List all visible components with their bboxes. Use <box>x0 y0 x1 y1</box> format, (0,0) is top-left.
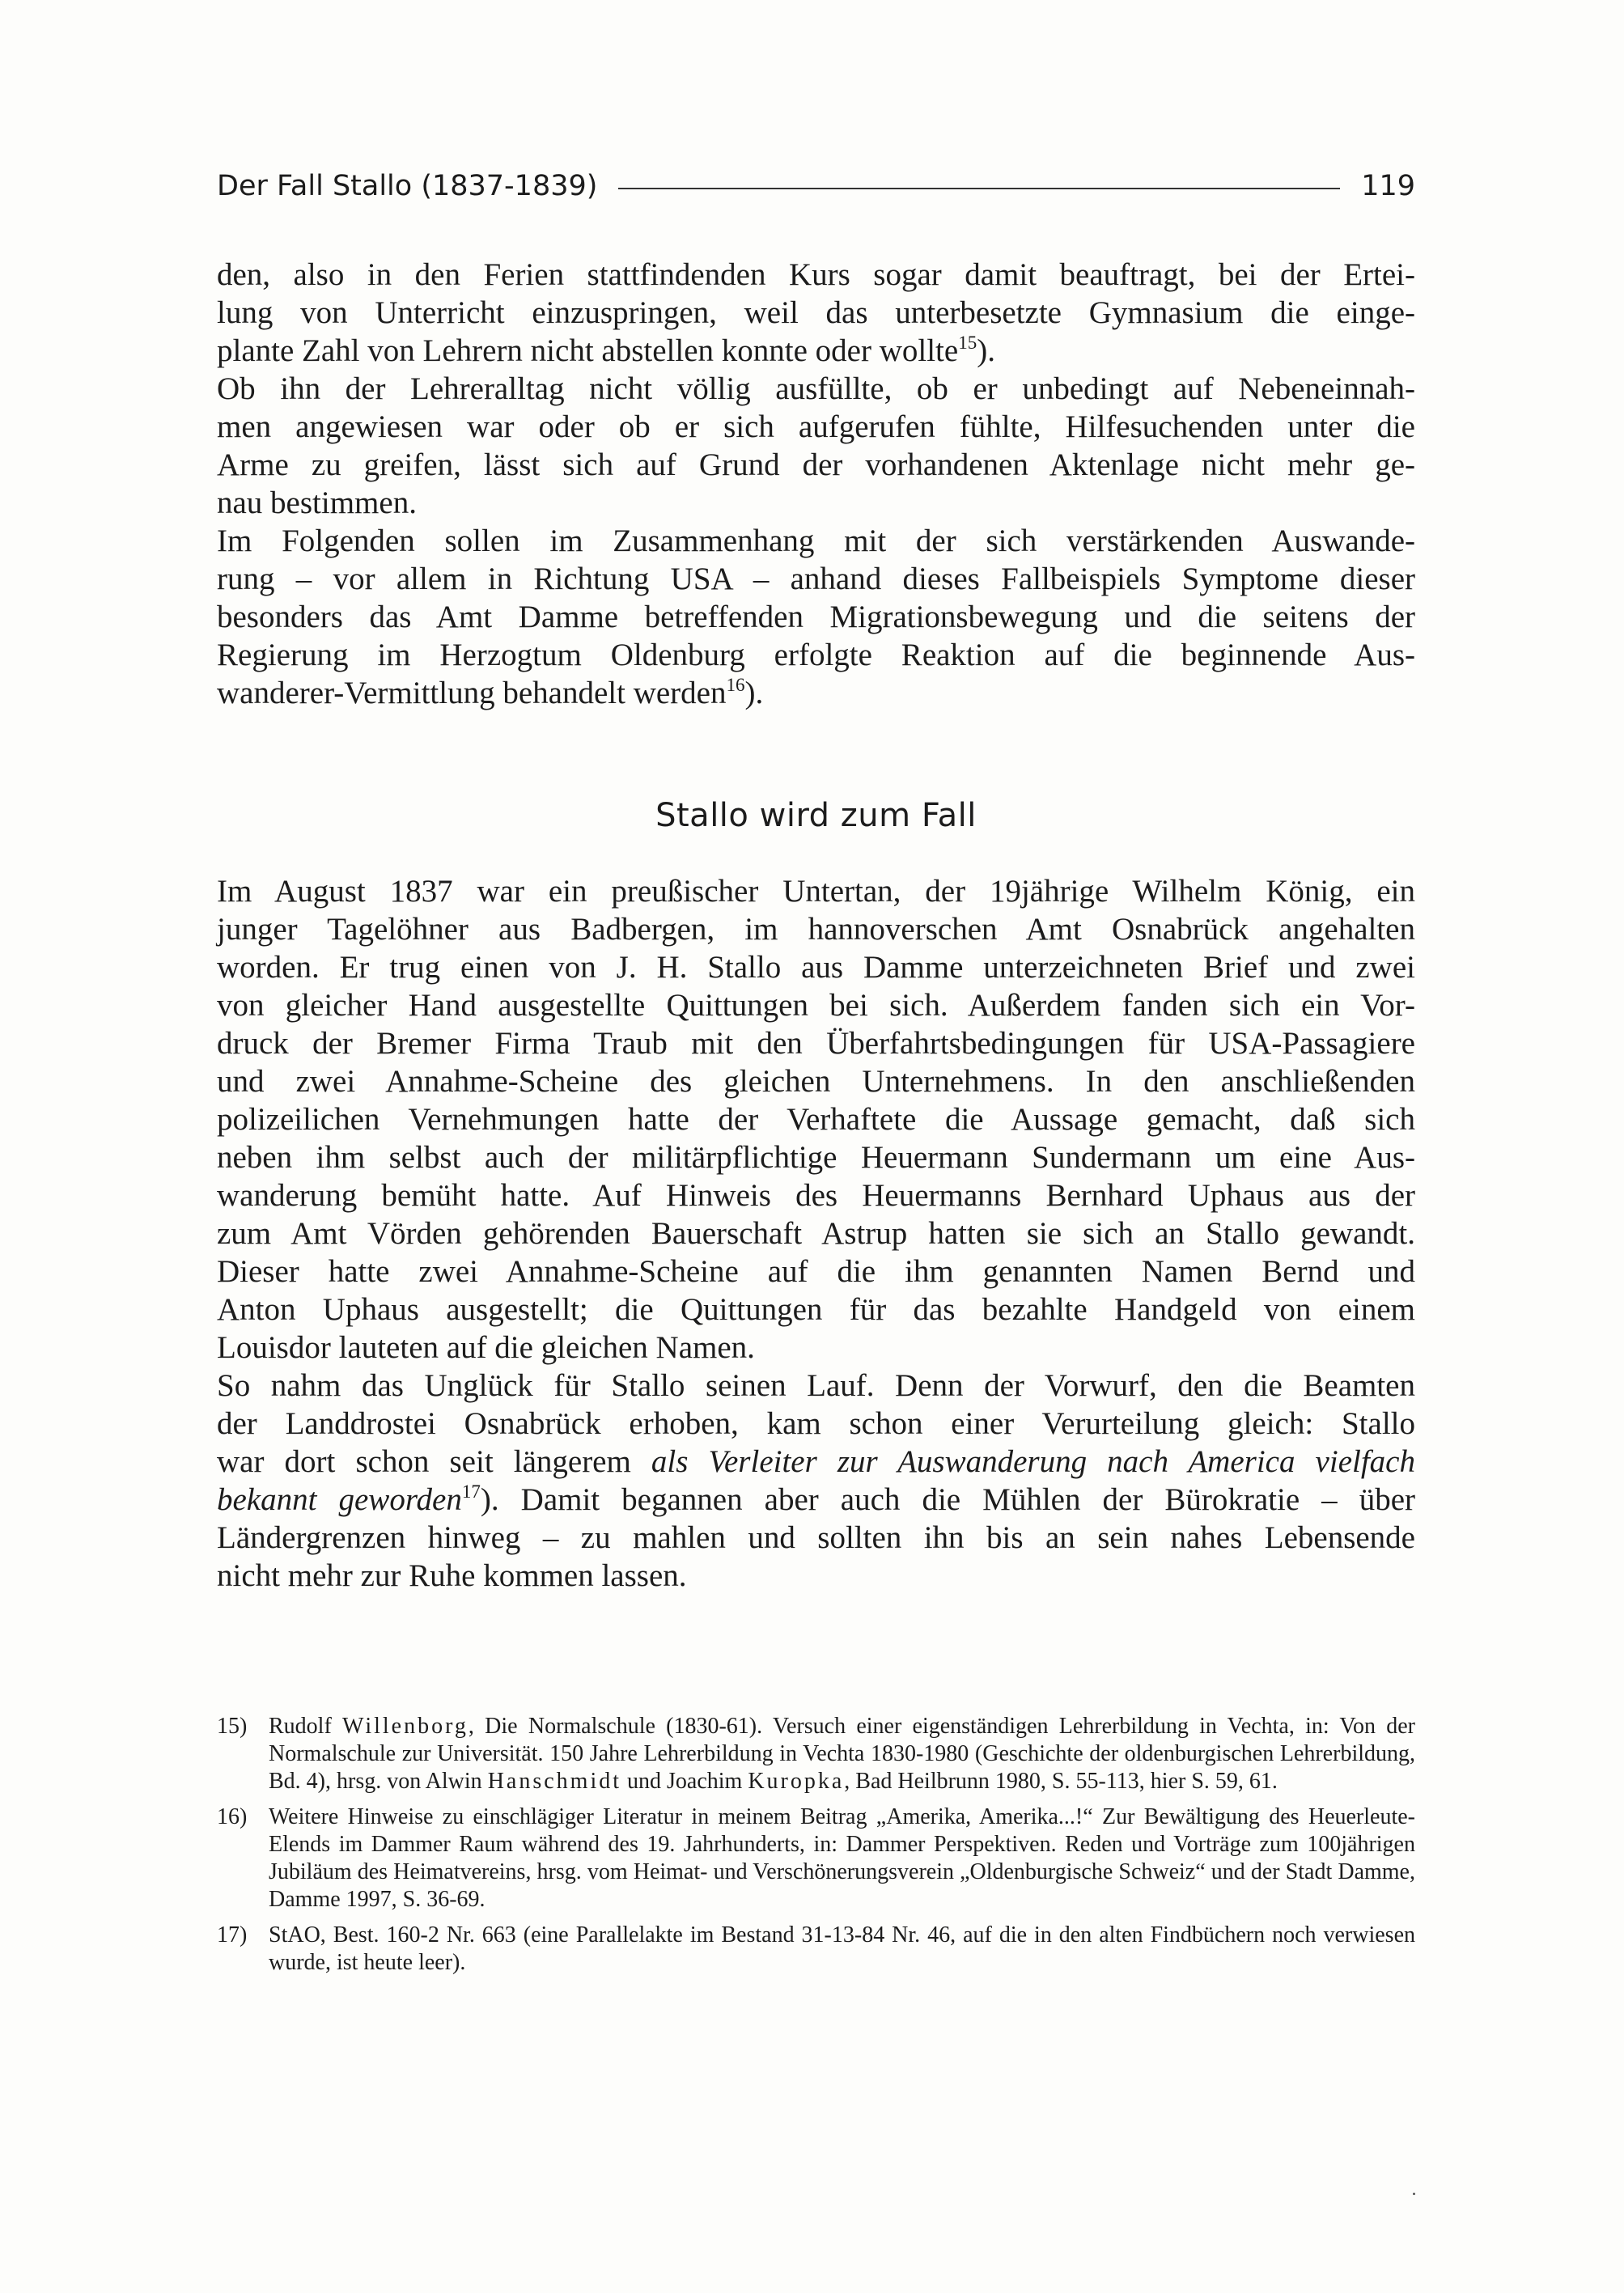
text-span: war dort schon seit längerem <box>217 1444 651 1479</box>
paragraph <box>217 522 1415 712</box>
text-line: lung von Unterricht einzuspringen, weil das unterbesetzte Gymnasium die einge- <box>217 295 1415 330</box>
text-line: Ob ihn der Lehreralltag nicht völlig ausfüllte, ob er unbedingt auf Nebeneinnah- <box>217 371 1415 406</box>
text-span: , Bad Heilbrunn 1980, S. 55-113, hier S. 59, 61. <box>844 1769 1278 1794</box>
page-number: 119 <box>1361 170 1415 202</box>
text-line <box>217 674 1415 712</box>
editor-name: Hanschmidt <box>487 1769 621 1794</box>
text-line: besonders das Amt Damme betreffenden Migrationsbewegung und die seitens der <box>217 600 1415 634</box>
text-line: wanderung bemüht hatte. Auf Hinweis des Heuermanns Bernhard Uphaus aus der <box>217 1178 1415 1213</box>
text-line: men angewiesen war oder ob er sich aufgerufen fühlte, Hilfesuchenden unter die <box>217 409 1415 444</box>
footnote-15 <box>217 1713 1415 1795</box>
quote-italic: als Verleiter zur Auswanderung nach America vielfach <box>651 1444 1415 1479</box>
text-line: von gleicher Hand ausgestellte Quittungen bei sich. Außerdem fanden sich ein Vor- <box>217 988 1415 1023</box>
section-heading: Stallo wird zum Fall <box>655 797 977 834</box>
text-span: wanderer-Vermittlung behandelt werden <box>217 676 727 710</box>
footnote-text: Weitere Hinweise zu einschlägiger Literatur in meinem Beitrag „Amerika, Amerika...!“ Zur Bewältigung des Heuerleute-Elends im Dammer Raum während des 19. Jahrhunderts, in: Dammer Perspektiven. Reden und Vorträge zum 100jährigen Jubiläum des Heimatvereins, hrsg. vom Heimat- und Verschönerungsverein „Oldenburgische Schweiz“ und der Stadt Damme, Damme 1997, S. 36-69. <box>269 1804 1415 1912</box>
text-line: junger Tagelöhner aus Badbergen, im hannoverschen Amt Osnabrück angehalten <box>217 912 1415 947</box>
editor-name: Kuropka <box>748 1769 845 1794</box>
intro-text <box>217 256 1415 712</box>
footnote-text <box>269 1713 1415 1795</box>
text-line: zum Amt Vörden gehörenden Bauerschaft Astrup hatten sie sich an Stallo gewandt. <box>217 1216 1415 1251</box>
text-span: ). <box>977 333 995 368</box>
footnotes <box>217 1713 1415 1985</box>
text-line: Arme zu greifen, lässt sich auf Grund der vorhandenen Aktenlage nicht mehr ge- <box>217 447 1415 482</box>
text-line: den, also in den Ferien stattfindenden Kurs sogar damit beauftragt, bei der Ertei- <box>217 257 1415 292</box>
text-line: Louisdor lauteten auf die gleichen Namen. <box>217 1330 755 1365</box>
text-span: , Die Normalschule (1830-61). Versuch einer eigenständigen Lehrerbildung in Vechta, in: Von der Normalschule zur Universität. 150 Jahre Lehrerbildung in Vechta 1830-1980 (Geschichte der oldenburgischen Lehrerbildung, Bd. 4), hrsg. von Alwin <box>269 1714 1415 1794</box>
footnote-17 <box>217 1922 1415 1977</box>
text-line <box>217 1481 1415 1519</box>
text-line: nau bestimmen. <box>217 485 417 520</box>
header-title: Der Fall Stallo (1837-1839) <box>217 170 598 202</box>
paragraph <box>217 370 1415 522</box>
text-line: Dieser hatte zwei Annahme-Scheine auf die ihm genannten Namen Bernd und <box>217 1254 1415 1289</box>
text-line <box>217 1443 1415 1481</box>
section-text <box>217 872 1415 1595</box>
text-line: druck der Bremer Firma Traub mit den Überfahrtsbedingungen für USA-Passagiere <box>217 1026 1415 1061</box>
text-line: Ländergrenzen hinweg – zu mahlen und sollten ihn bis an sein nahes Lebensende <box>217 1520 1415 1555</box>
paragraph <box>217 1367 1415 1595</box>
text-line: nicht mehr zur Ruhe kommen lassen. <box>217 1558 687 1593</box>
quote-italic: bekannt geworden <box>217 1482 462 1517</box>
text-line: polizeilichen Vernehmungen hatte der Verhaftete die Aussage gemacht, daß sich <box>217 1102 1415 1137</box>
text-line: Im August 1837 war ein preußischer Untertan, der 19jährige Wilhelm König, ein <box>217 874 1415 909</box>
paragraph <box>217 256 1415 370</box>
text-line: So nahm das Unglück für Stallo seinen Lauf. Denn der Vorwurf, den die Beamten <box>217 1368 1415 1403</box>
header-rule <box>618 188 1340 189</box>
text-line: und zwei Annahme-Scheine des gleichen Unternehmens. In den anschließenden <box>217 1064 1415 1099</box>
footnote-number: 17) <box>217 1922 248 1948</box>
text-line: worden. Er trug einen von J. H. Stallo aus Damme unterzeichneten Brief und zwei <box>217 950 1415 985</box>
scan-speck <box>1413 2193 1415 2195</box>
text-line: neben ihm selbst auch der militärpflichtige Heuermann Sundermann um eine Aus- <box>217 1140 1415 1175</box>
footnote-ref: 17 <box>461 1481 481 1502</box>
text-line: Im Folgenden sollen im Zusammenhang mit der sich verstärkenden Auswande- <box>217 523 1415 558</box>
text-span: ). Damit begannen aber auch die Mühlen der Bürokratie – über <box>480 1482 1416 1517</box>
footnote-16 <box>217 1803 1415 1914</box>
footnote-ref: 16 <box>726 675 745 695</box>
footnote-number: 16) <box>217 1804 248 1829</box>
text-line: Regierung im Herzogtum Oldenburg erfolgte Reaktion auf die beginnende Aus- <box>217 638 1415 672</box>
footnote-text: StAO, Best. 160-2 Nr. 663 (eine Parallelakte im Bestand 31-13-84 Nr. 46, auf die in den alten Findbüchern noch verwiesen wurde, ist heute leer). <box>269 1922 1415 1975</box>
running-header <box>217 162 1415 210</box>
text-line: Anton Uphaus ausgestellt; die Quittungen für das bezahlte Handgeld von einem <box>217 1292 1415 1327</box>
text-span: Rudolf <box>269 1714 343 1739</box>
footnote-ref: 15 <box>958 333 977 353</box>
footnote-number: 15) <box>217 1714 248 1739</box>
text-line <box>217 332 1415 370</box>
text-line: der Landdrostei Osnabrück erhoben, kam schon einer Verurteilung gleich: Stallo <box>217 1406 1415 1441</box>
paragraph <box>217 872 1415 1367</box>
document-page <box>217 0 1415 2293</box>
text-span: und Joachim <box>621 1769 748 1794</box>
text-span: ). <box>744 676 764 710</box>
text-span: plante Zahl von Lehrern nicht abstellen konnte oder wollte <box>217 333 959 368</box>
text-line: rung – vor allem in Richtung USA – anhand dieses Fallbeispiels Symptome dieser <box>217 562 1415 596</box>
author-name: Willenborg <box>342 1714 469 1739</box>
